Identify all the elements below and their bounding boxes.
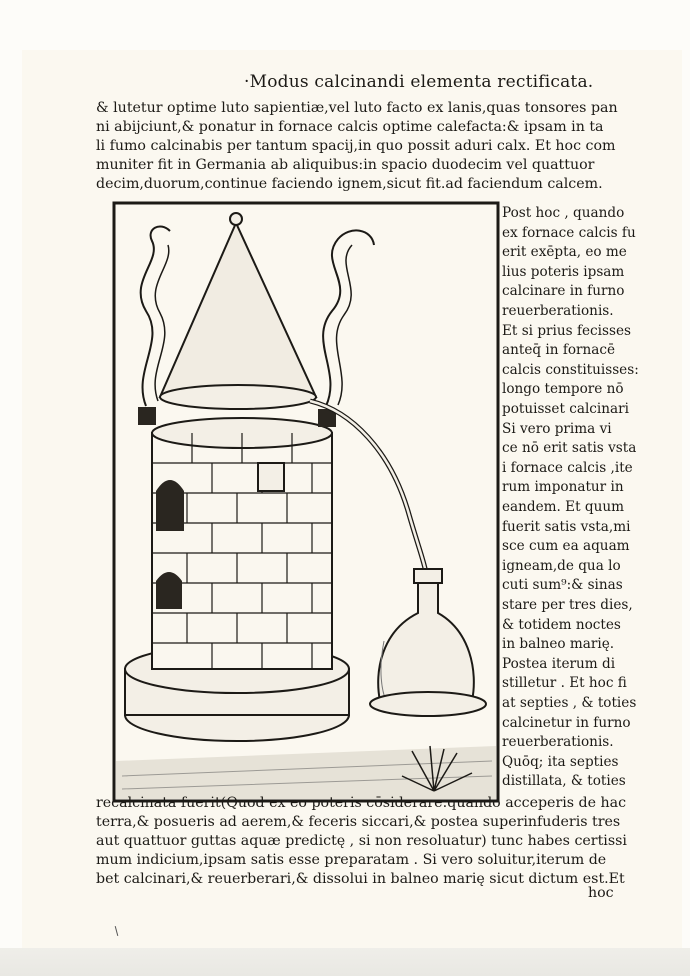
text-line: calcinare in furno: [502, 283, 625, 300]
text-line: distillata, & toties: [502, 773, 626, 790]
text-line: aut quattuor guttas aquæ predictę , si non resoluatur) tunc habes certissi: [96, 833, 627, 849]
text-line: anteq̄ in fornacē: [502, 342, 616, 359]
text-line: fuerit satis vsta,mi: [502, 518, 631, 535]
text-line: reuerberationis.: [502, 303, 614, 319]
text-line: at septies , & toties: [502, 695, 637, 711]
text-line: eandem. Et quum: [502, 499, 624, 515]
text-line: reuerberationis.: [502, 734, 614, 751]
text-line: potuisset calcinari: [502, 401, 629, 417]
text-line: longo tempore nō: [502, 381, 624, 398]
text-line: ni abijciunt,& ponatur in fornace calcis optime calefacta:& ipsam in ta: [96, 119, 604, 135]
text-line: li fumo calcinabis per tantum spacij,in quo possit aduri calx. Et hoc com: [96, 138, 616, 154]
text-line: Et si prius fecisses: [502, 322, 631, 339]
text-line: stilletur . Et hoc fi: [502, 675, 627, 692]
text-line: mum indicium,ipsam satis esse preparatam . Si vero soluitur,iterum de: [96, 852, 607, 868]
page-bottom-edge: [0, 948, 690, 976]
catchword: hoc: [588, 885, 614, 901]
text-line: muniter fit in Germania ab aliquibus:in spacio duodecim vel quattuor: [96, 157, 595, 173]
text-line: Quōq; ita septies: [502, 753, 619, 770]
text-line: i fornace calcis ,ite: [502, 459, 633, 476]
text-line: stare per tres dies,: [502, 597, 633, 613]
text-line: Si vero prima vi: [502, 420, 612, 437]
text-line: in balneo marię.: [502, 636, 615, 653]
text-line: recalcinata fuerit(Quod ex eo poteris cōsiderare:quando acceperis de hac: [96, 795, 627, 811]
text-line: ce nō erit satis vsta: [502, 440, 637, 457]
text-line: bet calcinari,& reuerberari,& dissolui in balneo marię sicut dictum est.Et: [96, 871, 625, 887]
text-line: terra,& posueris ad aerem,& feceris siccari,& postea superinfuderis tres: [96, 814, 621, 830]
text-line: erit exēpta, eo me: [502, 244, 627, 261]
page-heading: ·Modus calcinandi elementa rectificata.: [244, 72, 594, 92]
text-line: & lutetur optime luto sapientiæ,vel luto facto ex lanis,quas tonsores pan: [96, 100, 618, 116]
text-line: igneam,de qua lo: [502, 557, 621, 574]
text-line: calcis constituisses:: [502, 361, 639, 378]
text-line: Postea iterum di: [502, 655, 616, 672]
text-line: decim,duorum,continue faciendo ignem,sicut fit.ad faciendum calcem.: [96, 176, 603, 192]
text-line: calcinetur in furno: [502, 714, 631, 731]
furnace-woodcut-illustration: [112, 201, 500, 803]
text-line: lius poteris ipsam: [502, 263, 625, 280]
text-line: Post hoc , quando: [502, 205, 625, 221]
text-line: ex fornace calcis fu: [502, 224, 636, 241]
text-line: & totidem noctes: [502, 616, 621, 633]
text-line: cuti sum⁹:& sinas: [502, 577, 623, 594]
text-line: rum imponatur in: [502, 479, 624, 496]
text-line: sce cum ea aquam: [502, 538, 630, 555]
